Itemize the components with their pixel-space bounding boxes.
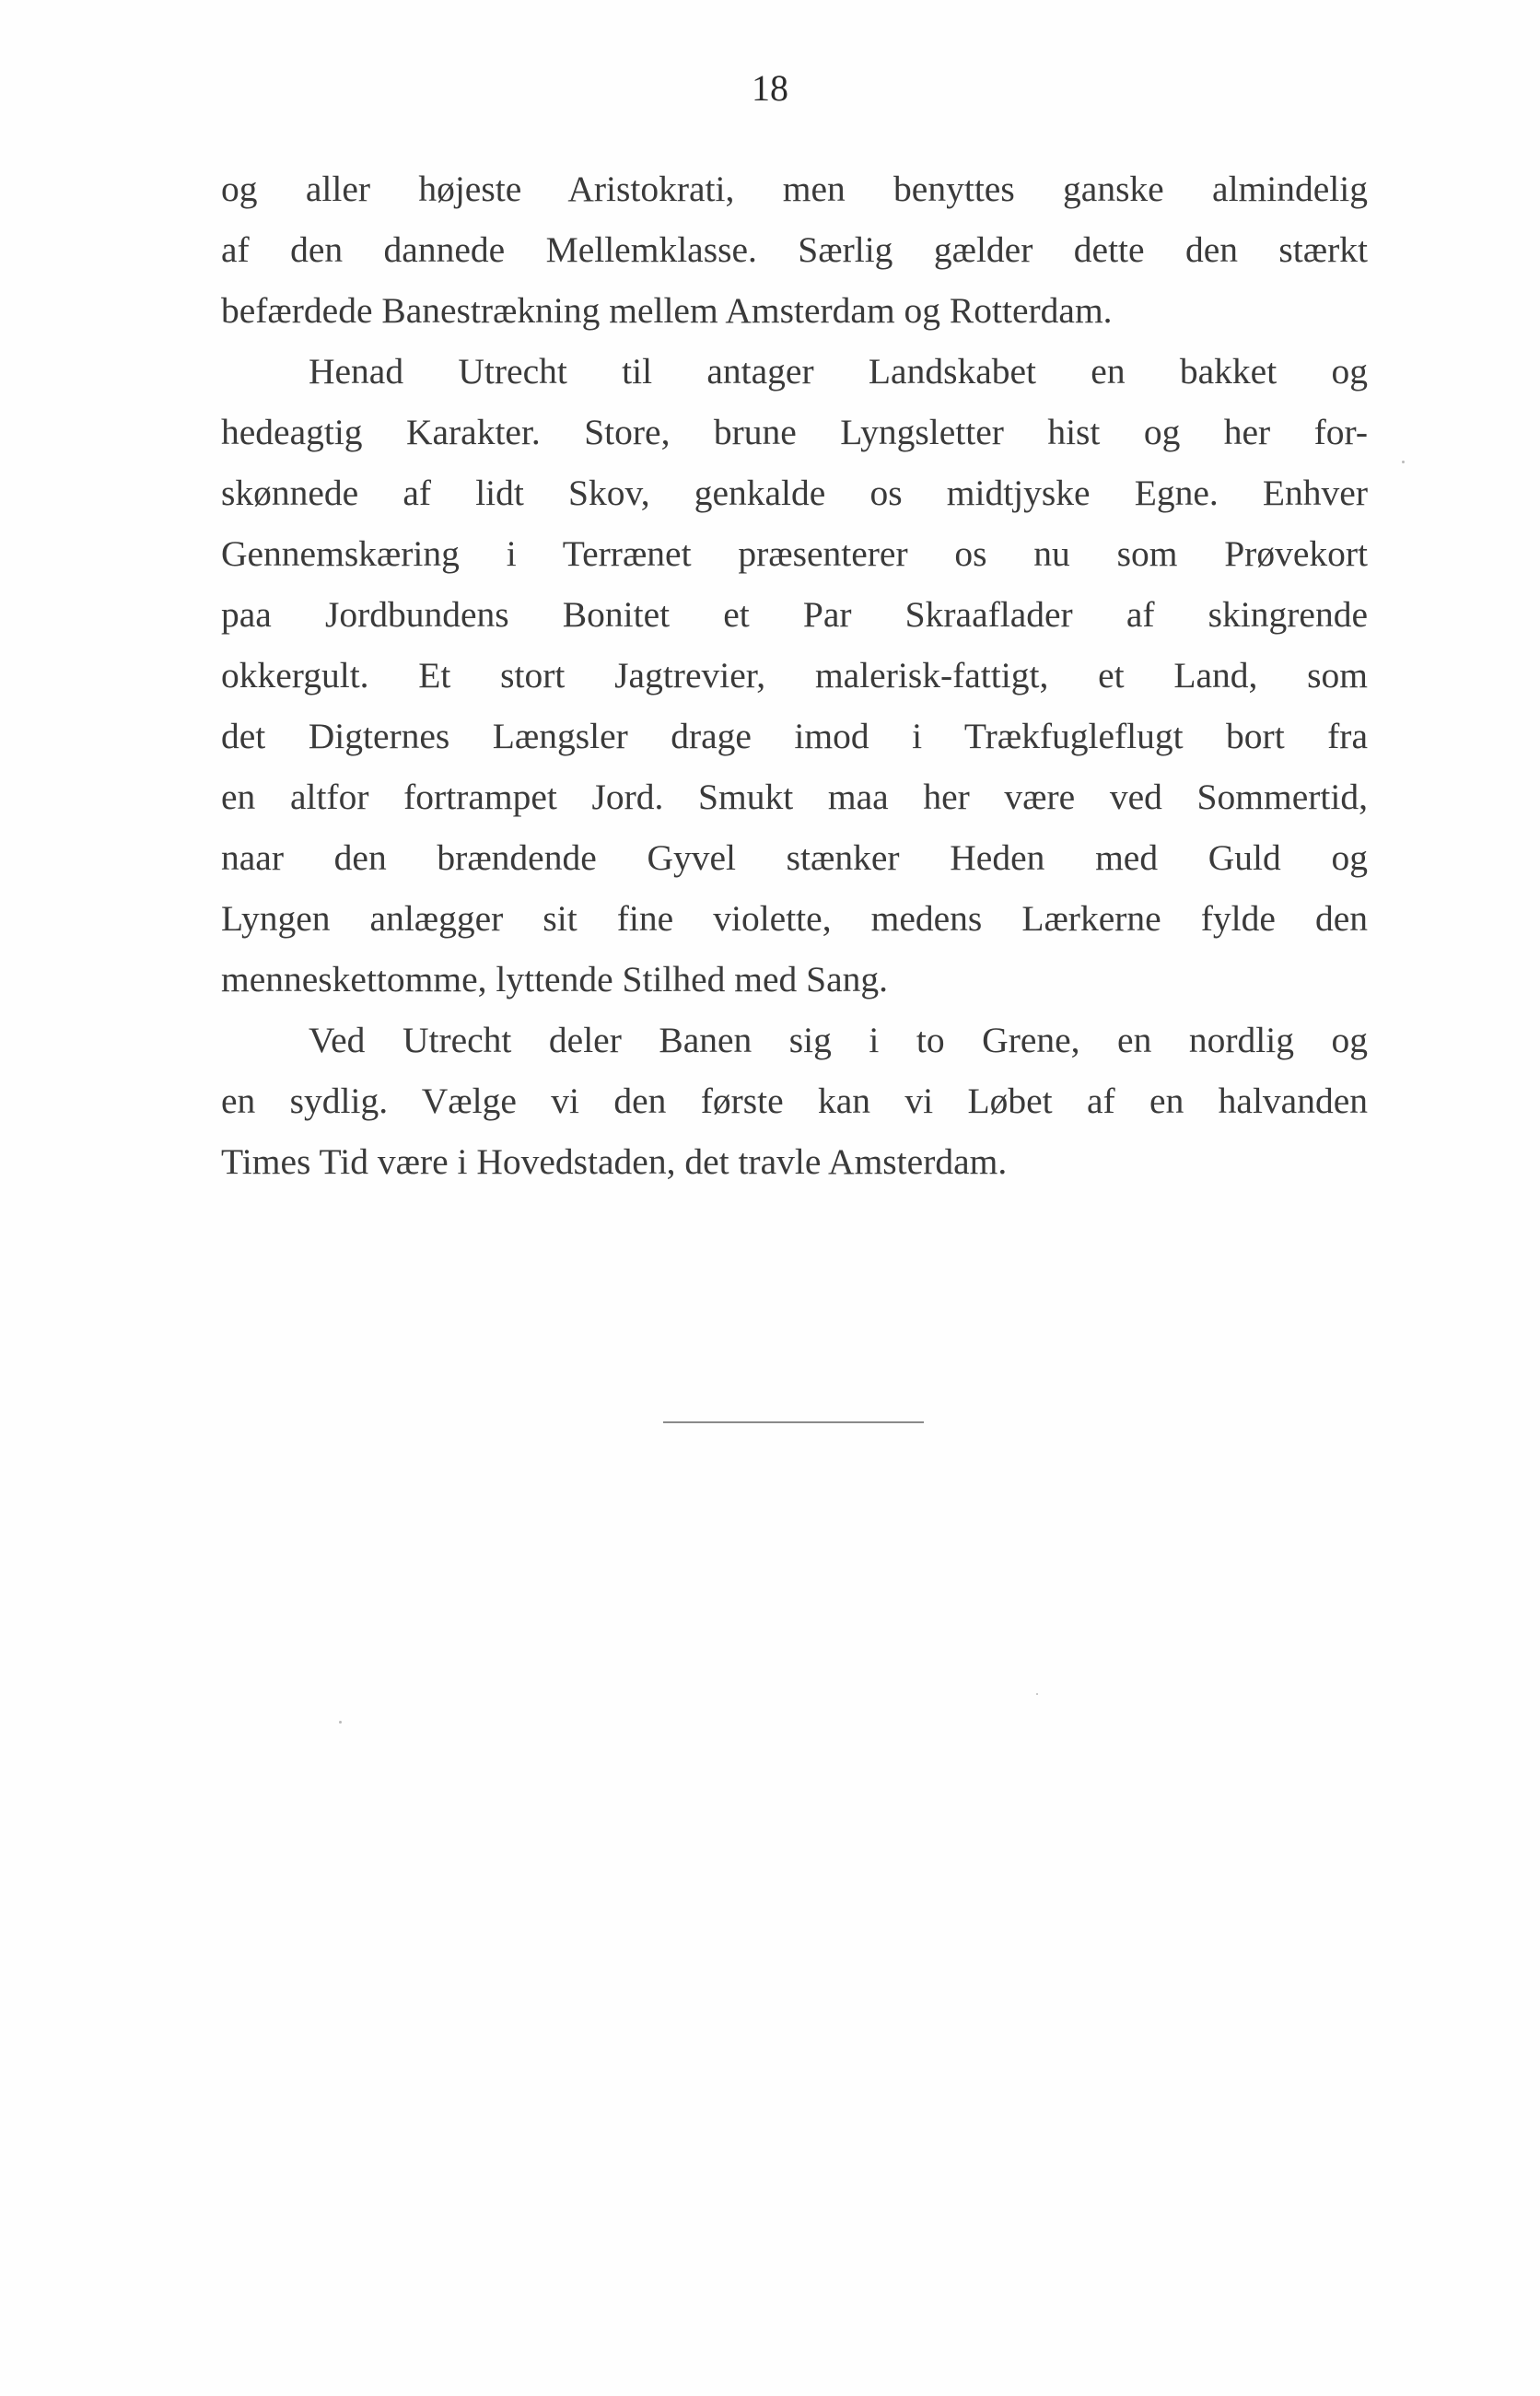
paper-speck <box>339 1721 342 1724</box>
text-line: en altfor fortrampet Jord. Smukt maa her være ved Sommertid, <box>221 777 1368 817</box>
text-line: Gennemskæring i Terrænet præsenterer os nu som Prøvekort <box>221 533 1368 574</box>
text-line: det Digternes Længsler drage imod i Trækfugleflugt bort fra <box>221 716 1368 756</box>
body-text <box>221 158 1368 1192</box>
text-line: en sydlig. Vælge vi den første kan vi Løbet af en halvanden <box>221 1081 1368 1121</box>
text-line: skønnede af lidt Skov, genkalde os midtjyske Egne. Enhver <box>221 473 1368 513</box>
text-line: og aller højeste Aristokrati, men benyttes ganske almindelig <box>221 169 1368 209</box>
paper-speck <box>1036 1693 1038 1695</box>
text-line: menneskettomme, lyttende Stilhed med Sang. <box>221 959 889 999</box>
text-line: paa Jordbundens Bonitet et Par Skraaflader af skingrende <box>221 594 1368 635</box>
text-line: Lyngen anlægger sit fine violette, medens Lærkerne fylde den <box>221 898 1368 939</box>
text-line: naar den brændende Gyvel stænker Heden med Guld og <box>221 837 1368 878</box>
text-line: okkergult. Et stort Jagtrevier, malerisk-fattigt, et Land, som <box>221 655 1368 695</box>
text-line: hedeagtig Karakter. Store, brune Lyngsletter hist og her for- <box>221 412 1368 452</box>
page-number: 18 <box>752 67 788 109</box>
section-divider <box>663 1421 924 1423</box>
text-line: af den dannede Mellemklasse. Særlig gælder dette den stærkt <box>221 229 1368 270</box>
text-line: befærdede Banestrækning mellem Amsterdam og Rotterdam. <box>221 290 1113 331</box>
text-line: Times Tid være i Hovedstaden, det travle Amsterdam. <box>221 1141 1008 1182</box>
text-line: Henad Utrecht til antager Landskabet en bakket og <box>309 351 1368 392</box>
paper-speck <box>1402 461 1405 463</box>
text-line: Ved Utrecht deler Banen sig i to Grene, en nordlig og <box>309 1020 1368 1060</box>
